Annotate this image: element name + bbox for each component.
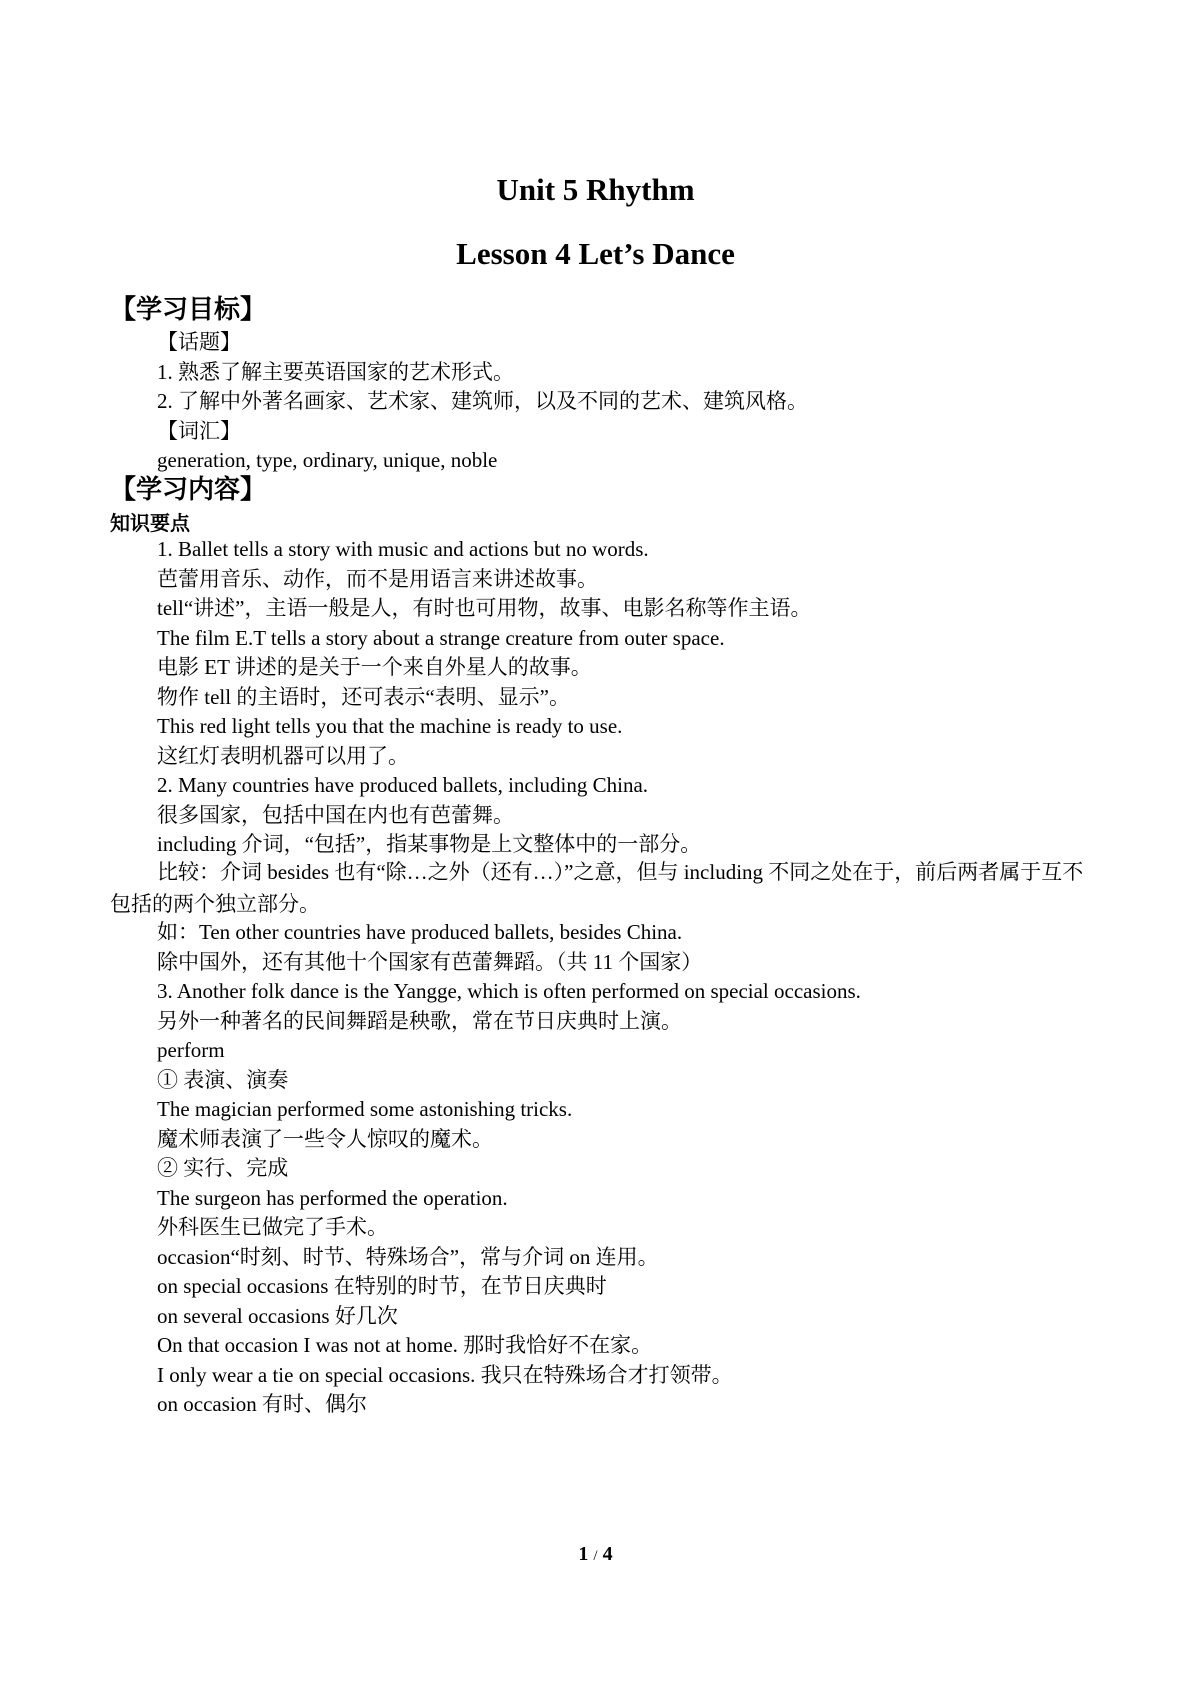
content-line: on occasion 有时、偶尔 <box>157 1392 367 1416</box>
content-line: 物作 tell 的主语时，还可表示“表明、显示”。 <box>157 685 570 709</box>
content-line: On that occasion I was not at home. 那时我恰好不在家。 <box>157 1333 653 1357</box>
content-line: perform <box>157 1038 225 1062</box>
content-heading: 【学习内容】 <box>110 475 267 505</box>
vocab-list: generation, type, ordinary, unique, noble <box>157 448 498 472</box>
content-line: 这红灯表明机器可以用了。 <box>157 744 409 768</box>
content-line: 3. Another folk dance is the Yangge, which is often performed on special occasions. <box>157 979 861 1003</box>
content-line: 如：Ten other countries have produced ballets, besides China. <box>157 920 683 944</box>
content-line: 1. Ballet tells a story with music and actions but no words. <box>157 537 649 561</box>
compare-paragraph: 比较：介词 besides 也有“除…之外（还有…）”之意，但与 including 不同之处在于，前后两者属于互不包括的两个独立部分。 <box>110 860 1084 916</box>
topic-label: 【话题】 <box>157 330 241 354</box>
content-line: including 介词，“包括”，指某事物是上文整体中的一部分。 <box>157 832 702 856</box>
content-line: on several occasions 好几次 <box>157 1304 398 1328</box>
goals-heading: 【学习目标】 <box>110 295 267 325</box>
lesson-title: Lesson 4 Let’s Dance <box>456 236 735 271</box>
page-number <box>0 1543 1191 1566</box>
knowledge-label: 知识要点 <box>110 511 190 535</box>
content-line: 另外一种著名的民间舞蹈是秧歌，常在节日庆典时上演。 <box>157 1009 682 1033</box>
page-separator: / <box>593 1548 598 1564</box>
topic-item-2: 2. 了解中外著名画家、艺术家、建筑师，以及不同的艺术、建筑风格。 <box>157 389 808 413</box>
content-line: 魔术师表演了一些令人惊叹的魔术。 <box>157 1127 493 1151</box>
vocab-label: 【词汇】 <box>157 419 241 443</box>
content-line: occasion“时刻、时节、特殊场合”，常与介词 on 连用。 <box>157 1245 659 1269</box>
content-line: This red light tells you that the machine is ready to use. <box>157 714 623 738</box>
content-line: ① 表演、演奏 <box>157 1068 289 1092</box>
content-line: on special occasions 在特别的时节，在节日庆典时 <box>157 1274 607 1298</box>
page-total: 4 <box>602 1543 613 1565</box>
content-line: 除中国外，还有其他十个国家有芭蕾舞蹈。（共 11 个国家） <box>157 950 703 974</box>
content-line: ② 实行、完成 <box>157 1156 289 1180</box>
content-line: The magician performed some astonishing tricks. <box>157 1097 573 1121</box>
content-line: 2. Many countries have produced ballets, including China. <box>157 773 649 797</box>
content-line: I only wear a tie on special occasions. 我只在特殊场合才打领带。 <box>157 1363 733 1387</box>
page-current: 1 <box>578 1543 589 1565</box>
content-line: The surgeon has performed the operation. <box>157 1186 508 1210</box>
content-line: 很多国家，包括中国在内也有芭蕾舞。 <box>157 803 514 827</box>
unit-title: Unit 5 Rhythm <box>496 172 695 207</box>
content-line: 电影 ET 讲述的是关于一个来自外星人的故事。 <box>157 655 592 679</box>
content-line: 芭蕾用音乐、动作，而不是用语言来讲述故事。 <box>157 567 598 591</box>
content-line: The film E.T tells a story about a strange creature from outer space. <box>157 626 725 650</box>
content-line: 外科医生已做完了手术。 <box>157 1215 388 1239</box>
content-line: tell“讲述”，主语一般是人，有时也可用物，故事、电影名称等作主语。 <box>157 596 812 620</box>
topic-item-1: 1. 熟悉了解主要英语国家的艺术形式。 <box>157 360 514 384</box>
